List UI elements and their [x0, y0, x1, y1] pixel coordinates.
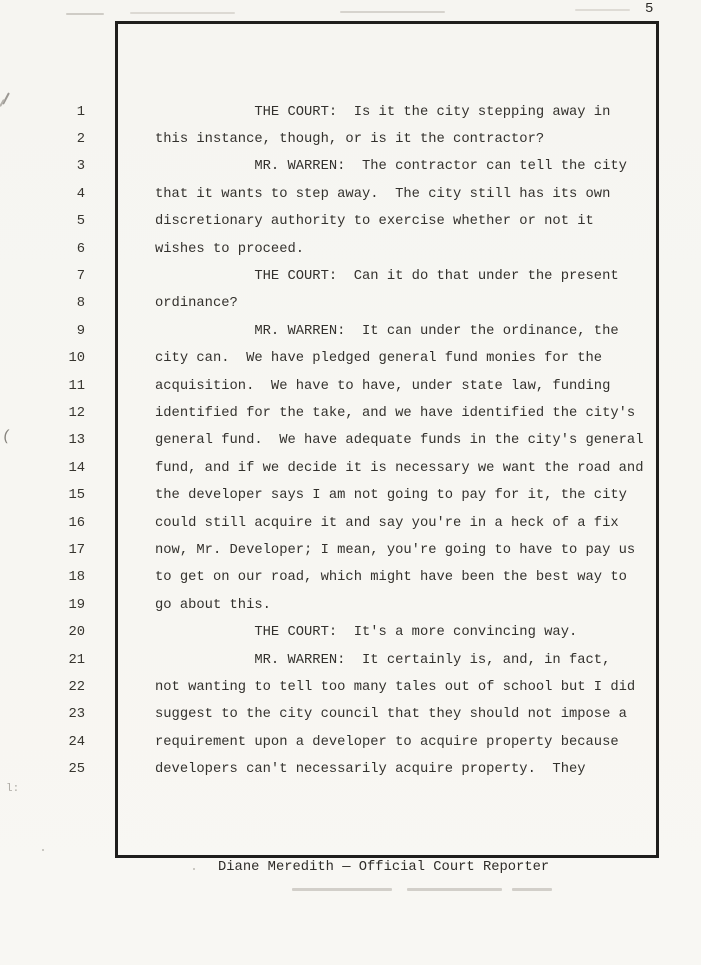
- line-number: 25: [68, 762, 85, 778]
- line-number: 1: [76, 104, 85, 120]
- transcript-line: [0, 407, 701, 434]
- line-text: go about this.: [155, 597, 271, 613]
- line-text: general fund. We have adequate funds in the city's general: [155, 433, 644, 449]
- transcript-line: [0, 626, 701, 653]
- transcript-line: [0, 434, 701, 461]
- scan-artifact: [407, 888, 502, 891]
- transcript-line: [0, 708, 701, 735]
- transcript-line: [0, 352, 701, 379]
- transcript-line: [0, 270, 701, 297]
- line-number: 13: [68, 433, 85, 449]
- line-text: THE COURT: It's a more convincing way.: [155, 625, 578, 641]
- line-text: ordinance?: [155, 296, 238, 312]
- transcript-line: [0, 654, 701, 681]
- line-number: 3: [76, 159, 85, 175]
- line-number: 8: [76, 296, 85, 312]
- transcript-line: [0, 544, 701, 571]
- line-number: 19: [68, 597, 85, 613]
- transcript-line: [0, 106, 701, 133]
- scan-artifact: [292, 888, 392, 891]
- line-text: the developer says I am not going to pay for it, the city: [155, 488, 627, 504]
- line-text: suggest to the city council that they should not impose a: [155, 707, 627, 723]
- line-number: 22: [68, 679, 85, 695]
- scan-speck: [42, 849, 44, 851]
- line-text: acquisition. We have to have, under state law, funding: [155, 378, 611, 394]
- transcript-line: [0, 160, 701, 187]
- line-number: 9: [76, 323, 85, 339]
- line-number: 14: [68, 460, 85, 476]
- line-text: requirement upon a developer to acquire property because: [155, 734, 619, 750]
- line-number: 24: [68, 734, 85, 750]
- line-text: to get on our road, which might have been the best way to: [155, 570, 627, 586]
- line-text: fund, and if we decide it is necessary we want the road and: [155, 460, 644, 476]
- reporter-attribution: Diane Meredith — Official Court Reporter: [218, 860, 550, 875]
- transcript-line: [0, 517, 701, 544]
- line-number: 18: [68, 570, 85, 586]
- line-text: now, Mr. Developer; I mean, you're going to have to pay us: [155, 542, 636, 558]
- line-text: THE COURT: Is it the city stepping away in: [155, 104, 611, 120]
- scan-speck: [193, 868, 195, 870]
- page-number: 5: [645, 1, 654, 17]
- transcript-line: [0, 325, 701, 352]
- pen-mark: l:: [6, 783, 20, 795]
- pen-mark: (: [0, 427, 13, 446]
- line-text: MR. WARREN: It can under the ordinance, the: [155, 323, 619, 339]
- scan-artifact: [512, 888, 552, 891]
- transcript-line: [0, 133, 701, 160]
- transcript-line: [0, 215, 701, 242]
- line-number: 7: [76, 268, 85, 284]
- line-text: this instance, though, or is it the contractor?: [155, 131, 545, 147]
- line-text: developers can't necessarily acquire property. They: [155, 762, 586, 778]
- transcript-line: [0, 188, 701, 215]
- line-text: not wanting to tell too many tales out of school but I did: [155, 679, 636, 695]
- line-number: 20: [68, 625, 85, 641]
- line-number: 21: [68, 652, 85, 668]
- line-number: 6: [76, 241, 85, 257]
- line-number: 17: [68, 542, 85, 558]
- line-number: 10: [68, 351, 85, 367]
- line-text: could still acquire it and say you're in a heck of a fix: [155, 515, 619, 531]
- line-number: 4: [76, 186, 85, 202]
- transcript-line: [0, 297, 701, 324]
- line-text: city can. We have pledged general fund monies for the: [155, 351, 603, 367]
- line-number: 23: [68, 707, 85, 723]
- transcript-line: [0, 489, 701, 516]
- transcript-line: [0, 763, 701, 790]
- transcript-line: [0, 380, 701, 407]
- transcript-line: [0, 243, 701, 270]
- line-text: wishes to proceed.: [155, 241, 305, 257]
- line-number: 2: [76, 131, 85, 147]
- transcript-line: [0, 736, 701, 763]
- transcript-line: [0, 571, 701, 598]
- line-text: identified for the take, and we have identified the city's: [155, 405, 636, 421]
- line-number: 15: [68, 488, 85, 504]
- transcript-line: [0, 599, 701, 626]
- line-text: THE COURT: Can it do that under the present: [155, 268, 619, 284]
- line-text: MR. WARREN: It certainly is, and, in fact,: [155, 652, 611, 668]
- line-text: that it wants to step away. The city still has its own: [155, 186, 611, 202]
- line-number: 5: [76, 214, 85, 230]
- line-text: discretionary authority to exercise whether or not it: [155, 214, 594, 230]
- transcript-line: [0, 681, 701, 708]
- line-number: 16: [68, 515, 85, 531]
- line-number: 11: [68, 378, 85, 394]
- line-number: 12: [68, 405, 85, 421]
- line-text: MR. WARREN: The contractor can tell the city: [155, 159, 627, 175]
- transcript-line: [0, 462, 701, 489]
